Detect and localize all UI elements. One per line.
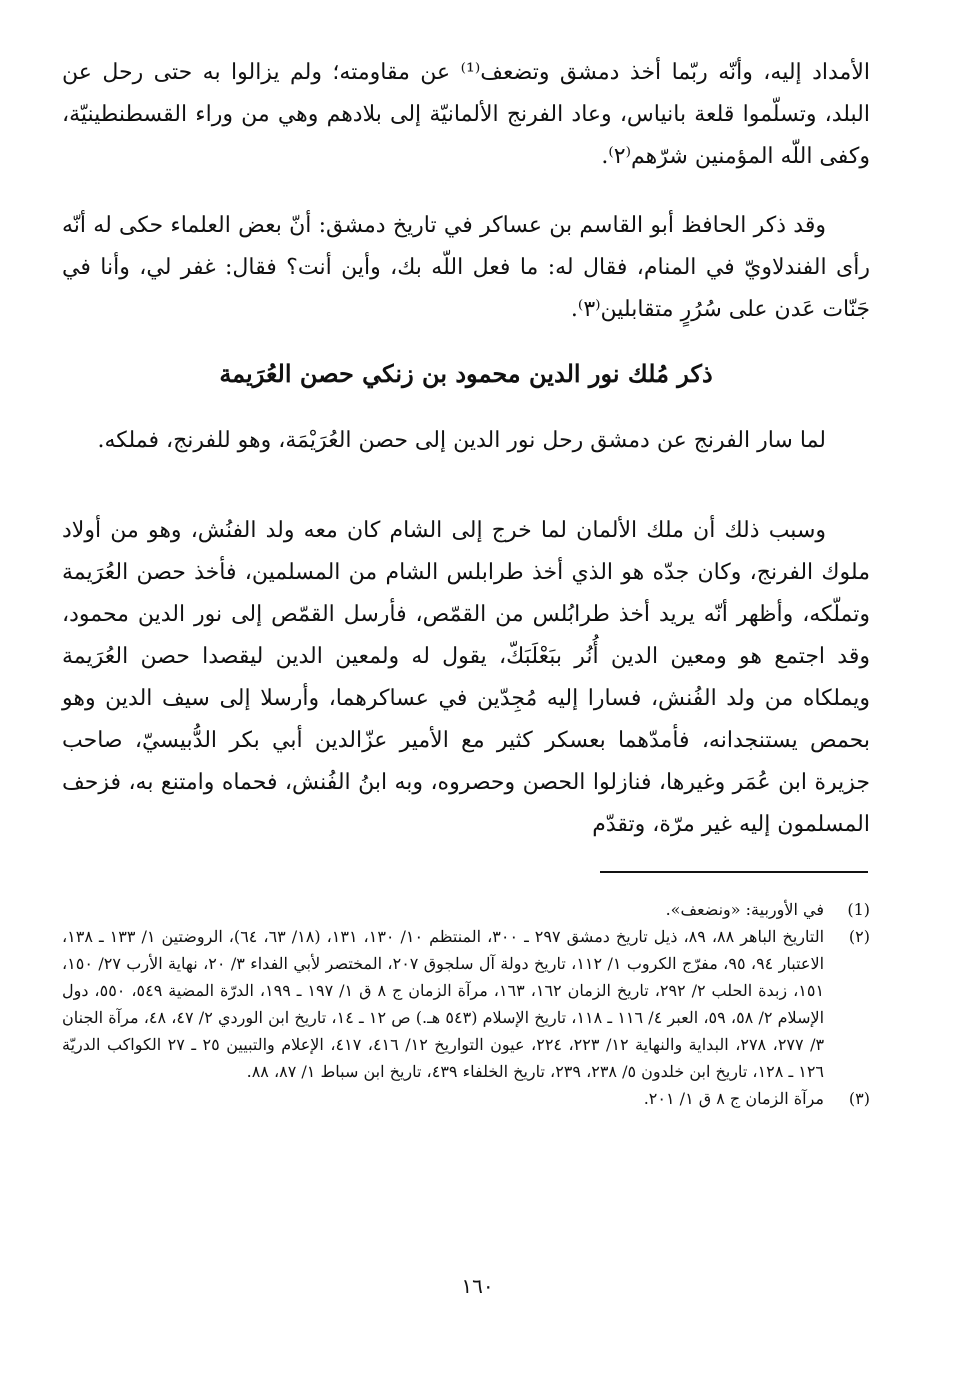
footnote-text: مرآة الزمان ج ٨ ق ١/ ٢٠١.	[643, 1089, 824, 1108]
footnote-number: (1)	[847, 900, 870, 919]
paragraph-2: وقد ذكر الحافظ أبو القاسم بن عساكر في تاريخ دمشق: أنّ بعض العلماء حكى له أنّه رأى الفندلاويّ في المنام، فقال له: ما فعل اللّه بك، وأين أنت؟ فقال: غفر لي، وأنا في جَنّات عَدن على سُرُرٍ متقابلين⁽٣⁾.	[62, 213, 870, 322]
footnote-number: (٢)	[848, 927, 870, 946]
section-heading: ذكر مُلك نور الدين محمود بن زنكي حصن العُرَيمة	[219, 359, 713, 388]
paragraph-4: وسبب ذلك أن ملك الألمان لما خرج إلى الشام كان معه ولد الفنُش، وهو من أولاد ملوك الفرنج، وكان جدّه هو الذي أخذ طرابلس الشام من المسلمين، فأخذ حصن العُرَيمة وتملّكه، وأظهر أنّه يريد أخذ طرابُلس من القمّص، فأرسل القمّص إلى نور الدين محمود، وقد اجتمع هو ومعين الدين أُنُر ببَعْلَبَكّ، يقول له ولمعين الدين ليقصدا حصن العُرَيمة ويملكاه من ولد الفُنش، فسارا إليه مُجِدّين في عساكرهما، وأرسلا إلى سيف الدين وهو بحمص يستنجدانه، فأمدّهما بعسكر كثير مع الأمير عزّالدين أبي بكر الدُّبيسيّ، صاحب جزيرة ابن عُمَر وغيرها، فنازلوا الحصن وحصروه، وبه ابنُ الفُنش، فحماه وامتنع به، فزحف المسلمون إليه غير مرّة، وتقدّم	[62, 518, 870, 837]
footnote-text: التاريخ الباهر ٨٨، ٨٩، ذيل تاريخ دمشق ٢٩٧ ـ ٣٠٠، المنتظم ١٠/ ١٣٠، ١٣١، (١٨/ ٦٣، ٦٤)، الروضتين ١/ ١٣٣ ـ ١٣٨، الاعتبار ٩٤، ٩٥، مفرّج الكروب ١/ ١١٢، تاريخ دولة آل سلجوق ٢٠٧، المختصر لأبي الفداء ٣/ ٢٠، نهاية الأرب ٢٧/ ١٥٠، ١٥١، زبدة الحلب ٢/ ٢٩٢، تاريخ الزمان ١٦٢، ١٦٣، مرآة الزمان ج ٨ ق ١/ ١٩٧ ـ ١٩٩، الدرّة المضية ٥٤٩، ٥٥٠، دول الإسلام ٢/ ٥٨، ٥٩، العبر ٤/ ١١٦ ـ ١١٨، تاريخ الإسلام (٥٤٣ هـ.) ص ١٢ ـ ١٤، تاريخ ابن الوردي ٢/ ٤٧، ٤٨، مرآة الجنان ٣/ ٢٧٧، ٢٧٨، البداية والنهاية ١٢/ ٢٢٣، ٢٢٤، عيون التواريخ ١٢/ ٤١٦، ٤١٧، الإعلام والتبيين ٢٥ ـ ٢٧ الكواكب الدريّة ١٢٦ ـ ١٢٨، تاريخ ابن خلدون ٥/ ٢٣٨، ٢٣٩، تاريخ الخلفاء ٤٣٩، تاريخ ابن سباط ١/ ٨٧، ٨٨.	[62, 927, 825, 1081]
paragraph-1: الأمداد إليه، وأنّه ربّما أخذ دمشق وتضعف⁽¹⁾ عن مقاومته؛ ولم يزالوا به حتى رحل عن البلد، وتسلّموا قلعة بانياس، وعاد الفرنج الألمانيّة إلى بلادهم وهي من وراء القسطنطينيّة، وكفى اللّه المؤمنين شرّهم⁽٢⁾.	[62, 60, 870, 169]
footnote-divider	[600, 871, 868, 873]
footnote-text: في الأوربية: «ونضعف».	[665, 900, 824, 919]
footnote-2	[62, 923, 870, 1085]
footnotes	[62, 896, 870, 1112]
footnote-3	[62, 1085, 870, 1112]
paragraph-3: لما سار الفرنج عن دمشق رحل نور الدين إلى حصن العُرَيْمَة، وهو للفرنج، فملكه.	[97, 428, 826, 453]
footnote-number: (٣)	[848, 1089, 870, 1108]
footnote-1	[62, 896, 870, 923]
page-number: ١٦٠	[461, 1274, 494, 1298]
